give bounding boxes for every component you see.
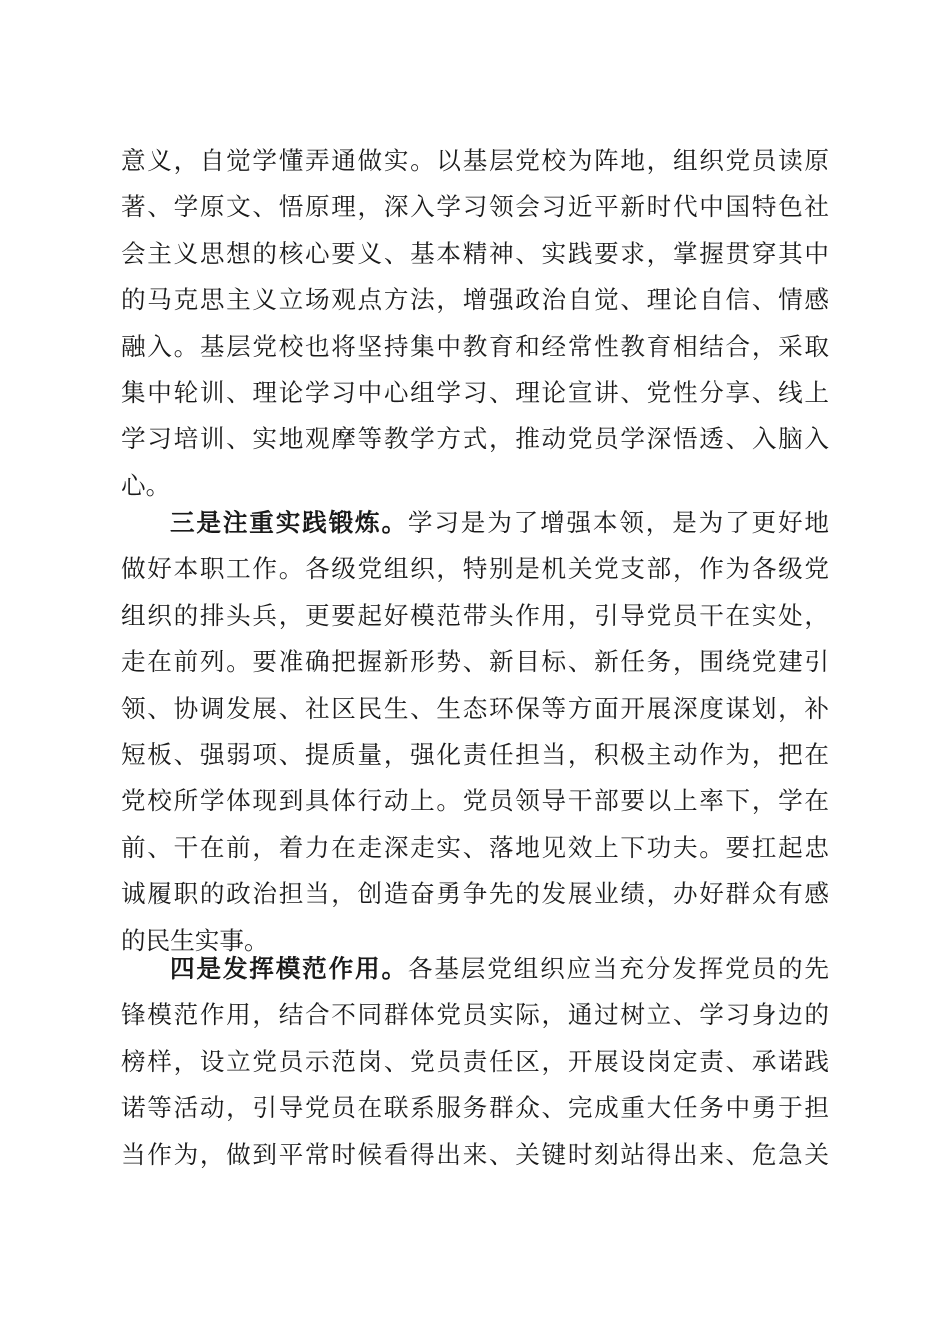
text-line: 短板、强弱项、提质量，强化责任担当，积极主动作为，把在: [121, 739, 829, 769]
text-line: 做好本职工作。各级党组织，特别是机关党支部，作为各级党: [121, 554, 829, 584]
text-line: 领、协调发展、社区民生、生态环保等方面开展深度谋划，补: [121, 693, 829, 723]
text-line: 会主义思想的核心要义、基本精神、实践要求，掌握贯穿其中: [121, 238, 829, 268]
text-line: 锋模范作用，结合不同群体党员实际，通过树立、学习身边的: [121, 1000, 829, 1030]
paragraph-practice-training: [121, 500, 829, 964]
text-line: 前、干在前，着力在走深走实、落地见效上下功夫。要扛起忠: [121, 832, 829, 862]
text-line: 的民生实事。: [121, 925, 269, 955]
text-line: 学习培训、实地观摩等教学方式，推动党员学深悟透、入脑入: [121, 424, 829, 454]
text-line: 诺等活动，引导党员在联系服务群众、完成重大任务中勇于担: [121, 1093, 829, 1123]
text-line: 心。: [121, 470, 171, 500]
paragraph-ideology-study: [121, 138, 829, 509]
text-fragment: 各基层党组织应当充分发挥党员的先: [407, 954, 829, 983]
text-line: 当作为，做到平常时候看得出来、关键时刻站得出来、危急关: [121, 1139, 829, 1169]
text-line: 组织的排头兵，更要起好模范带头作用，引导党员干在实处，: [121, 600, 829, 630]
text-line: 著、学原文、悟原理，深入学习领会习近平新时代中国特色社: [121, 192, 829, 222]
paragraph-exemplary-role: [121, 946, 829, 1178]
text-line: 诚履职的政治担当，创造奋勇争先的发展业绩，办好群众有感: [121, 879, 829, 909]
text-line: 党校所学体现到具体行动上。党员领导干部要以上率下，学在: [121, 786, 829, 816]
text-line: 融入。基层党校也将坚持集中教育和经常性教育相结合，采取: [121, 331, 829, 361]
text-line: 榜样，设立党员示范岗、党员责任区，开展设岗定责、承诺践: [121, 1046, 829, 1076]
paragraph-first-line: [121, 946, 829, 992]
text-line: 的马克思主义立场观点方法，增强政治自觉、理论自信、情感: [121, 285, 829, 315]
text-line: 集中轮训、理论学习中心组学习、理论宣讲、党性分享、线上: [121, 377, 829, 407]
text-line: 走在前列。要准确把握新形势、新目标、新任务，围绕党建引: [121, 647, 829, 677]
text-fragment: 学习是为了增强本领，是为了更好地: [407, 508, 829, 537]
section-heading: 三是注重实践锻炼。: [170, 508, 408, 537]
section-heading: 四是发挥模范作用。: [170, 954, 408, 983]
text-line: 意义，自觉学懂弄通做实。以基层党校为阵地，组织党员读原: [121, 146, 829, 175]
paragraph-first-line: [121, 500, 829, 546]
